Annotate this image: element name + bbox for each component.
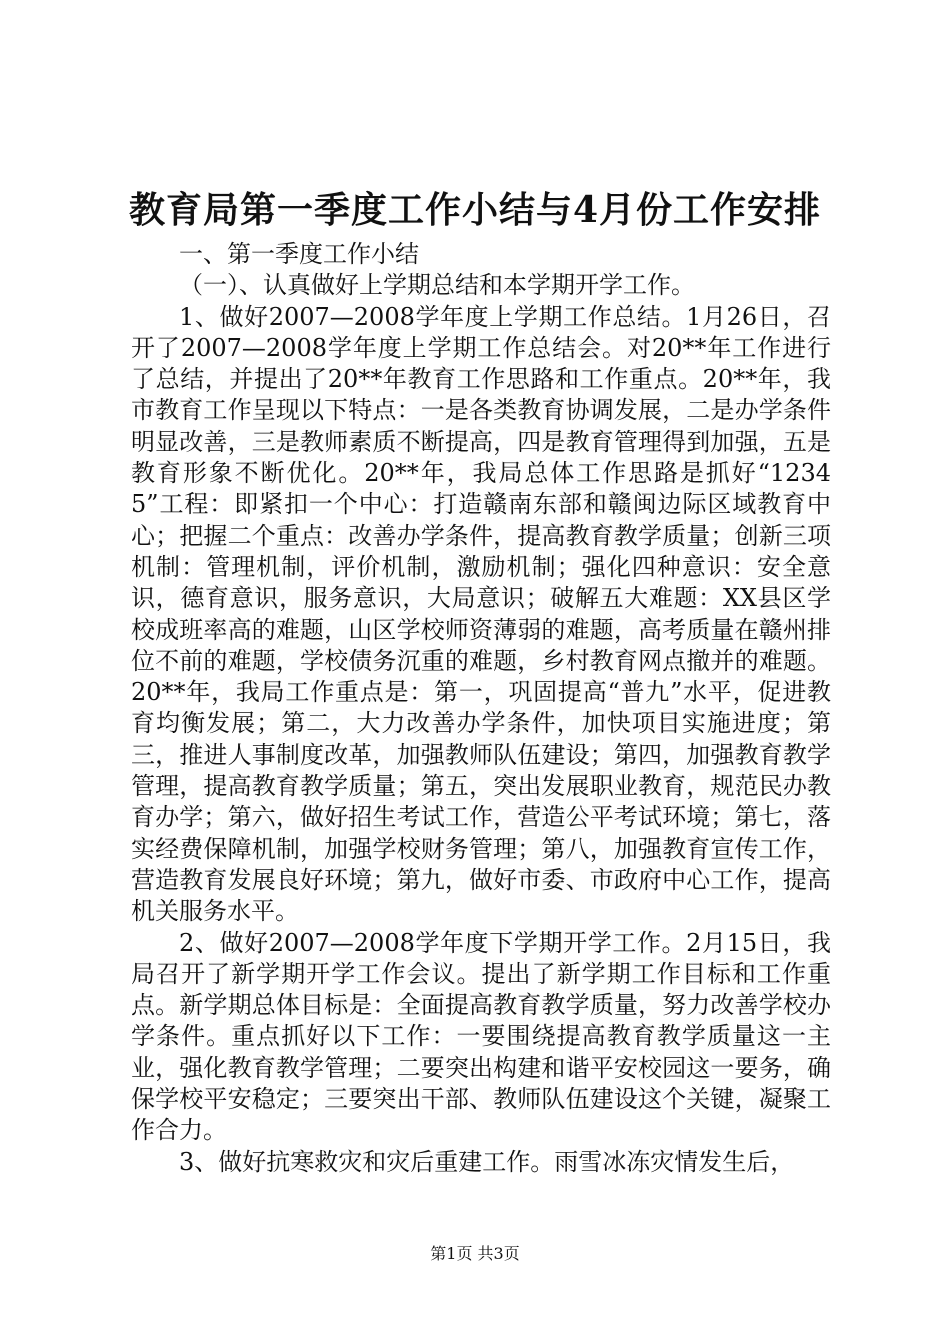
- paragraph-3: 3、做好抗寒救灾和灾后重建工作。雨雪冰冻灾情发生后，: [179, 1147, 795, 1176]
- section-heading: 一、第一季度工作小结: [179, 240, 419, 268]
- paragraph-1: 1、做好2007—2008学年度上学期工作总结。1月26日，召开了2007—2008学年度上学期工作总结会。对20**年工作进行了总结，并提出了20**年教育工作思路和工作重点。20**年，我市教育工作呈现以下特点：一是各类教育协调发展，二是办学条件明显改善，三是教师素质不断提高，四是教育管理得到加强，五是教育形象不断优化。20**年，我局总体工作思路是抓好“12345”工程：即紧扣一个中心：打造赣南东部和赣闽边际区域教育中心；把握二个重点：改善办学条件，提高教育教学质量；创新三项机制：管理机制，评价机制，激励机制；强化四种意识：安全意识，德育意识，服务意识，大局意识；破解五大难题：XX县区学校成班率高的难题，山区学校师资薄弱的难题，高考质量在赣州排位不前的难题，学校债务沉重的难题，乡村教育网点撤并的难题。20**年，我局工作重点是：第一，巩固提高“普九”水平，促进教育均衡发展；第二，大力改善办学条件，加快项目实施进度；第三，推进人事制度改革，加强教师队伍建设；第四，加强教育教学管理，提高教育教学质量；第五，突出发展职业教育，规范民办教育办学；第六，做好招生考试工作，营造公平考试环境；第七，落实经费保障机制，加强学校财务管理；第八，加强教育宣传工作，营造教育发展良好环境；第九，做好市委、市政府中心工作，提高机关服务水平。: [131, 302, 831, 926]
- subsection-heading: （一）、认真做好上学期总结和本学期开学工作。: [179, 271, 695, 300]
- document-body: [131, 239, 831, 1178]
- paragraph-2: 2、做好2007—2008学年度下学期开学工作。2月15日，我局召开了新学期开学工作会议。提出了新学期工作目标和工作重点。新学期总体目标是：全面提高教育教学质量，努力改善学校办学条件。重点抓好以下工作：一要围绕提高教育教学质量这一主业，强化教育教学管理；二要突出构建和谐平安校园这一要务，确保学校平安稳定；三要突出干部、教师队伍建设这个关键，凝聚工作合力。: [131, 928, 831, 1145]
- document-title: 教育局第一季度工作小结与4月份工作安排: [128, 189, 822, 231]
- page-number: 第1页 共3页: [430, 1244, 520, 1263]
